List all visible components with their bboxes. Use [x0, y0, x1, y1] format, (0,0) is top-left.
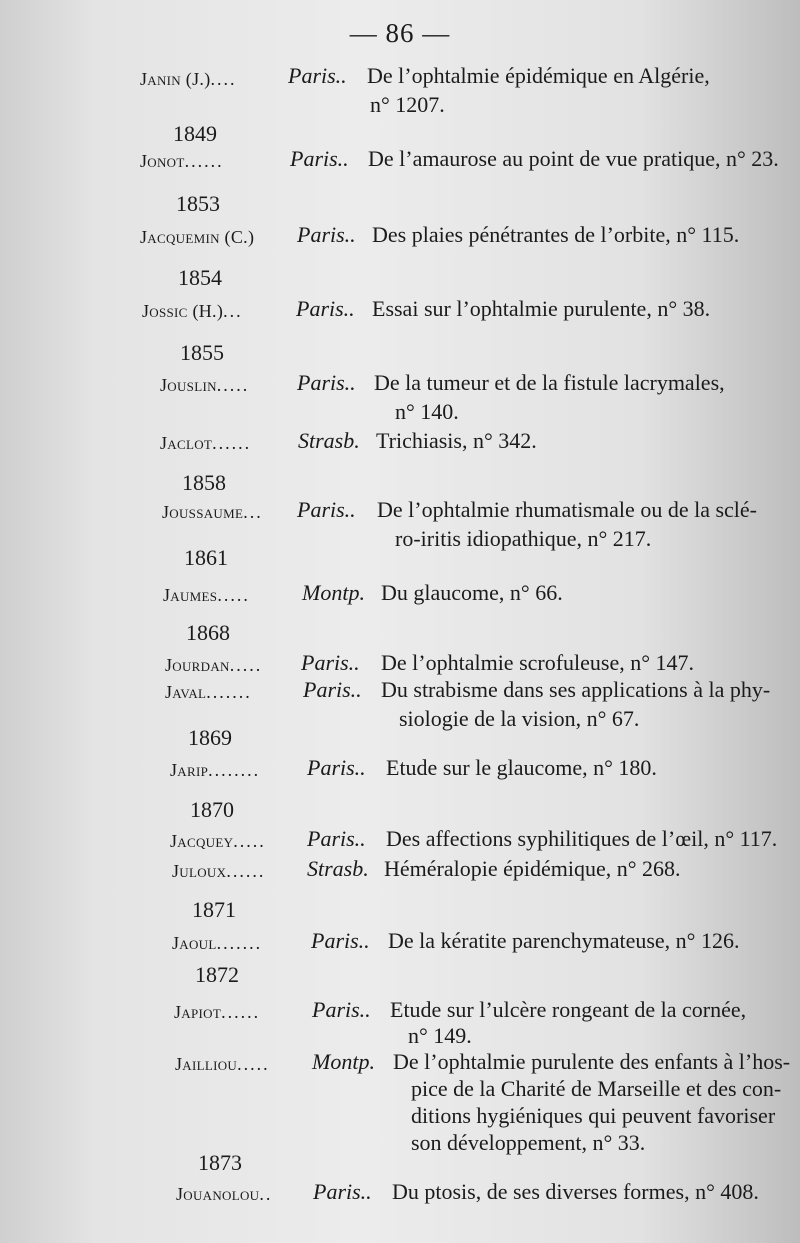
entry-title-line: Des plaies pénétrantes de l’orbite, n° 115. — [372, 222, 740, 247]
entry-title-line: De la tumeur et de la fistule lacrymales, — [374, 370, 725, 395]
entry-author: Jourdan..... — [165, 655, 263, 675]
entry-city: Paris.. — [307, 826, 366, 851]
year-heading: 1869 — [188, 725, 232, 750]
entry-title-line: De l’ophtalmie rhumatismale ou de la sclé- — [377, 497, 757, 522]
entry-title-line: n° 1207. — [370, 92, 445, 117]
bibliography-entry — [0, 296, 800, 336]
entry-author: Jaclot...... — [160, 433, 252, 453]
year-heading: 1870 — [190, 797, 234, 822]
entry-author: Jouslin..... — [160, 375, 250, 395]
entry-city: Montp. — [302, 580, 365, 605]
entry-title-line: Des affections syphilitiques de l’œil, n° 117. — [386, 826, 778, 851]
entry-city: Paris.. — [297, 222, 356, 247]
year-heading: 1861 — [184, 545, 228, 570]
entry-city: Paris.. — [313, 1179, 372, 1204]
entry-city: Paris.. — [297, 497, 356, 522]
entry-title-line: Du ptosis, de ses diverses formes, n° 408. — [392, 1179, 759, 1204]
entry-city: Montp. — [312, 1049, 375, 1074]
entry-author: Janin (J.).... — [140, 69, 237, 89]
year-heading: 1871 — [192, 897, 236, 922]
page-number: — 86 — — [349, 18, 451, 48]
bibliography-entry — [0, 146, 800, 186]
entry-title-line: siologie de la vision, n° 67. — [399, 706, 640, 731]
entry-title-line: De l’ophtalmie purulente des enfants à l’hos- — [393, 1049, 791, 1074]
entry-city: Paris.. — [296, 296, 355, 321]
bibliography-entry — [0, 370, 800, 424]
bibliography-entry — [0, 755, 800, 795]
entry-author: Jouanolou.. — [176, 1184, 273, 1204]
entry-title-line: Trichiasis, n° 342. — [376, 428, 537, 453]
bibliography-entry — [0, 1179, 800, 1219]
entry-city: Paris.. — [303, 677, 362, 702]
entry-title-line: De l’ophtalmie scrofuleuse, n° 147. — [381, 650, 695, 675]
year-heading: 1853 — [176, 191, 220, 216]
year-heading: 1854 — [178, 265, 222, 290]
entry-city: Paris.. — [311, 928, 370, 953]
entry-title-line: n° 149. — [408, 1023, 472, 1048]
entry-city: Paris.. — [290, 146, 349, 171]
bibliography-entry — [0, 856, 800, 896]
entry-title-line: Essai sur l’ophtalmie purulente, n° 38. — [372, 296, 711, 321]
entry-city: Paris.. — [288, 63, 347, 88]
entry-author: Jarip........ — [170, 760, 261, 780]
entry-title-line: ro-iritis idiopathique, n° 217. — [395, 526, 652, 551]
entry-city: Paris.. — [297, 370, 356, 395]
entry-author: Javal....... — [165, 682, 252, 702]
entry-title-line: Etude sur l’ulcère rongeant de la cornée, — [390, 997, 747, 1022]
entry-author: Jacquemin (C.) — [140, 227, 255, 247]
entry-title-line: Etude sur le glaucome, n° 180. — [386, 755, 657, 780]
year-heading: 1868 — [186, 620, 230, 645]
bibliography-entry — [0, 580, 800, 620]
entry-author: Joussaume... — [162, 502, 263, 522]
year-heading: 1858 — [182, 470, 226, 495]
year-heading: 1873 — [198, 1150, 242, 1175]
bibliography-entry — [0, 428, 800, 468]
entry-author: Jaoul....... — [172, 933, 263, 953]
entry-author: Juloux...... — [172, 861, 266, 881]
entry-author: Jailliou..... — [175, 1054, 270, 1074]
entry-city: Strasb. — [298, 428, 360, 453]
entry-city: Strasb. — [307, 856, 369, 881]
entry-title-line: Du strabisme dans ses applications à la phy- — [381, 677, 771, 702]
entry-title-line: Du glaucome, n° 66. — [381, 580, 563, 605]
entry-title-line: ditions hygiéniques qui peuvent favoriser — [411, 1103, 776, 1128]
entry-title-line: De l’ophtalmie épidémique en Algérie, — [367, 63, 710, 88]
entry-author: Jaumes..... — [163, 585, 250, 605]
entry-city: Paris.. — [307, 755, 366, 780]
entry-city: Paris.. — [301, 650, 360, 675]
year-heading: 1872 — [195, 962, 239, 987]
entry-author: Jacquey..... — [170, 831, 266, 851]
year-heading: 1849 — [173, 121, 217, 146]
bibliography-entry — [0, 677, 800, 731]
bibliography-entry — [0, 928, 800, 968]
bibliography-entry — [0, 63, 800, 117]
entry-title-line: n° 140. — [395, 399, 459, 424]
entry-city: Paris.. — [312, 997, 371, 1022]
entry-title-line: De l’amaurose au point de vue pratique, n° 23. — [368, 146, 779, 171]
bibliography-entry — [0, 222, 800, 262]
entry-author: Jossic (H.)... — [142, 301, 243, 321]
entry-title-line: De la kératite parenchymateuse, n° 126. — [388, 928, 740, 953]
entry-author: Jonot...... — [140, 151, 224, 171]
entry-title-line: son développement, n° 33. — [411, 1130, 646, 1155]
bibliography-entry — [0, 997, 800, 1048]
year-heading: 1855 — [180, 340, 224, 365]
bibliography-entry — [0, 497, 800, 551]
entry-author: Japiot...... — [174, 1002, 261, 1022]
entry-title-line: Héméralopie épidémique, n° 268. — [384, 856, 681, 881]
bibliography-entry — [0, 1049, 800, 1155]
entry-title-line: pice de la Charité de Marseille et des con- — [411, 1076, 782, 1101]
